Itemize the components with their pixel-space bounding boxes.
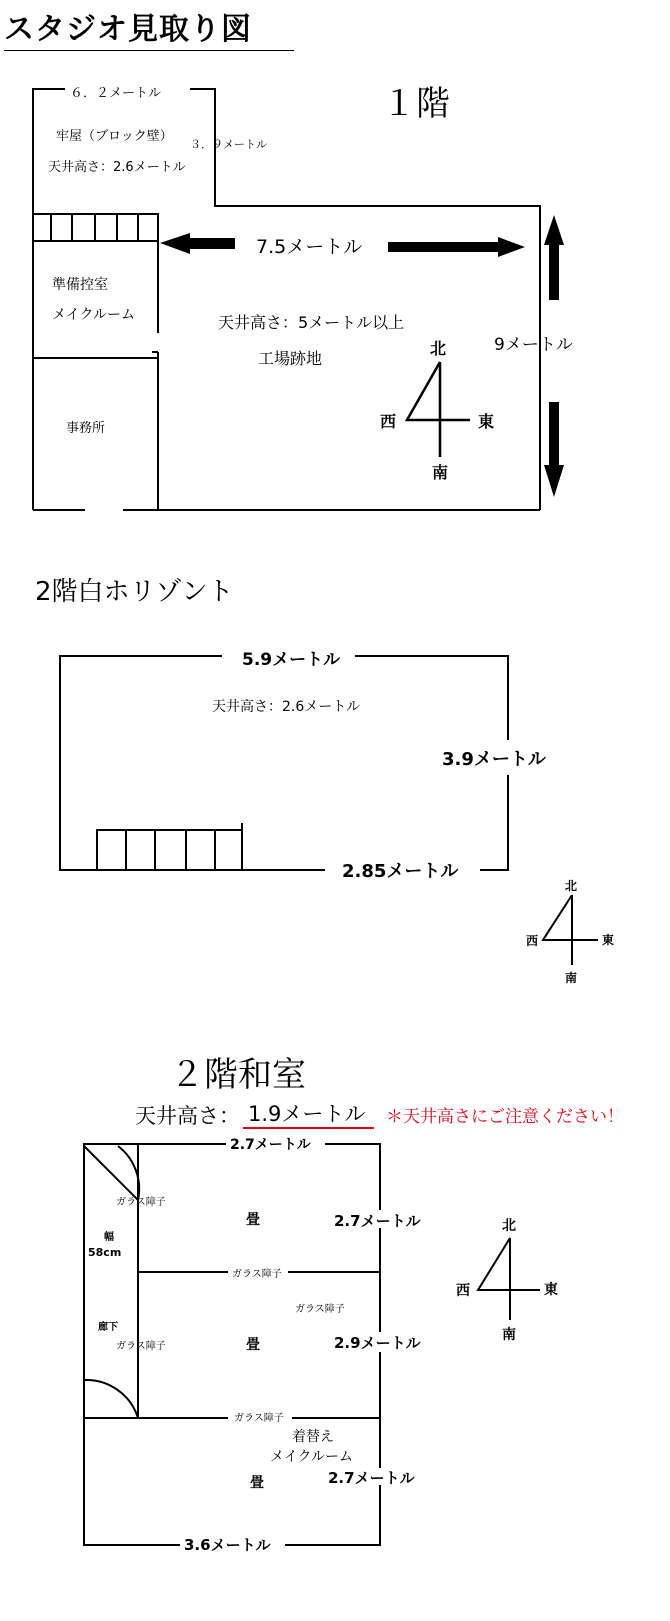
floor1-width-label: 7.5メートル [256, 236, 363, 258]
floor2-japanese-compass [478, 1238, 540, 1320]
floor1-compass-south: 南 [432, 463, 449, 482]
japanese-top-width-label: 2.7メートル [230, 1137, 311, 1153]
tatami-label-2: 畳 [246, 1337, 260, 1353]
floor1-plan [33, 89, 540, 510]
door-swing-north [84, 1146, 138, 1200]
floor2-white-heading: 2階白ホリゾント [35, 577, 234, 607]
changing-room-label-2: メイクルーム [270, 1449, 354, 1465]
floor1-compass-west: 西 [380, 412, 397, 431]
door-swing-south [84, 1380, 138, 1418]
floor2-white-north-east-wall [355, 656, 508, 740]
rojo-ceiling-label: 天井高さ：2.6メートル [48, 160, 186, 175]
floor1-heading: １階 [382, 84, 450, 124]
floor2-white-compass-south: 南 [565, 971, 578, 985]
prep-room-label-2: メイクルーム [52, 307, 136, 323]
japanese-ceiling-value: 1.9メートル [248, 1102, 366, 1126]
rojo-depth-label: ３．９メートル [190, 138, 267, 151]
japanese-south-east-wall [285, 1485, 380, 1545]
floor2-white-width-label: 5.9メートル [242, 650, 341, 670]
floor1-depth-arrows [544, 215, 564, 497]
floor1-north-east-wall [190, 89, 540, 510]
floor2-white-compass [543, 895, 598, 965]
rojo-width-label: ６．２メートル [70, 86, 162, 101]
japanese-ceiling-label: 天井高さ： [135, 1104, 240, 1128]
floor2-white-compass-east: 東 [602, 933, 615, 947]
glass-door-label-4: ガラス障子 [116, 1341, 166, 1352]
glass-door-label-5: ガラス障子 [234, 1413, 284, 1424]
glass-door-label-2: ガラス障子 [232, 1269, 282, 1280]
floor2-white-west-wall [60, 656, 325, 870]
floor1-depth-label: 9メートル [494, 335, 573, 355]
prep-room-label-1: 準備控室 [52, 277, 108, 293]
japanese-north-east-wall [325, 1144, 380, 1210]
office-label: 事務所 [66, 421, 106, 436]
room2-depth-label: 2.9メートル [334, 1334, 421, 1352]
floor1-site-label: 工場跡地 [258, 349, 323, 368]
glass-door-label-3: ガラス障子 [295, 1304, 345, 1315]
floor1-ceiling-label: 天井高さ：5メートル以上 [218, 313, 405, 332]
room1-depth-label: 2.7メートル [334, 1212, 421, 1230]
corridor-width-value: 58cm [88, 1246, 122, 1259]
floor2-white-depth-label: 3.9メートル [442, 749, 546, 770]
floor2-japanese-compass-east: 東 [544, 1282, 558, 1298]
japanese-bottom-width-label: 3.6メートル [184, 1536, 271, 1554]
floor2-white-compass-north: 北 [565, 879, 578, 893]
tatami-label-3: 畳 [250, 1475, 264, 1491]
changing-room-label-1: 着替え [292, 1429, 334, 1445]
floor2-white-east-wall [480, 775, 508, 870]
floor2-japanese-compass-north: 北 [502, 1218, 516, 1234]
page-title: スタジオ見取り図 [4, 12, 252, 47]
glass-door-label-1: ガラス障子 [116, 1197, 166, 1208]
corridor-label: 廊下 [98, 1322, 118, 1333]
corridor-width-label: 幅 [104, 1232, 114, 1243]
floor1-compass [407, 362, 470, 457]
floor2-white-ceiling-label: 天井高さ：2.6メートル [212, 699, 361, 715]
ceiling-warning: ＊天井高さにご注意ください！ [386, 1107, 624, 1127]
floor2-japanese-compass-west: 西 [456, 1283, 470, 1299]
room3-depth-label: 2.7メートル [328, 1469, 415, 1487]
floor1-west-wall [33, 89, 65, 510]
floor2-white-plan [60, 656, 508, 870]
floor1-compass-east: 東 [478, 412, 495, 431]
floor2-japanese-heading: ２階和室 [170, 1055, 306, 1095]
floor2-white-bottom-label: 2.85メートル [342, 861, 459, 882]
tatami-label-1: 畳 [246, 1212, 260, 1228]
horizon-steps [97, 830, 242, 870]
floor2-japanese-compass-south: 南 [502, 1327, 516, 1343]
floor1-compass-north: 北 [430, 339, 447, 358]
floor2-white-compass-west: 西 [526, 934, 539, 948]
rojo-label: 牢屋（ブロック壁） [56, 129, 173, 144]
